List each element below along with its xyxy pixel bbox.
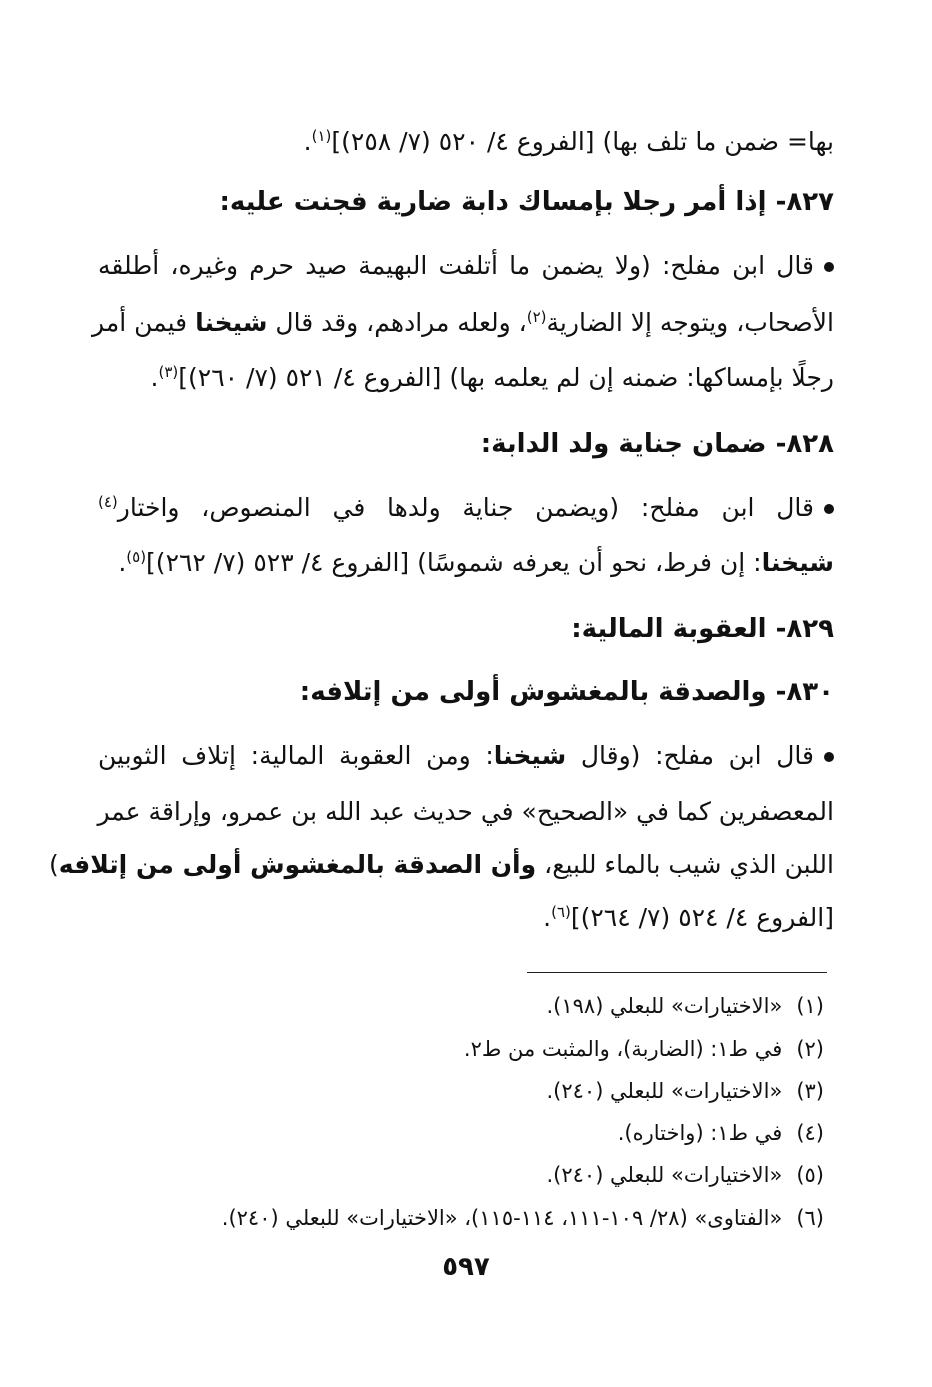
footnote-4 — [104, 1117, 824, 1149]
line-text: : ومن العقوبة المالية: إتلاف الثوبين — [98, 741, 494, 770]
bullet-icon — [824, 504, 834, 514]
paragraph-830-line-2: المعصفرين كما في «الصحيح» في حديث عبد الله بن عمرو، وإراقة عمر — [97, 797, 834, 826]
section-heading-830: ٨٣٠- والصدقة بالمغشوش أولى من إتلافه: — [299, 677, 834, 707]
footnote-number: (١) — [796, 994, 824, 1018]
line-text: الأصحاب، ويتوجه إلا الضارية — [546, 308, 834, 337]
paragraph-continuation-line — [98, 122, 834, 162]
paragraph-828-line-2 — [98, 543, 834, 583]
line-end-mark: . — [303, 127, 312, 156]
line-text: ، ولعله مرادهم، وقد قال — [267, 308, 527, 337]
paragraph-827-line-2 — [92, 303, 834, 343]
line-end-mark: . — [150, 363, 159, 392]
paragraph-830-line-4 — [98, 898, 834, 938]
footnote-text: «الفتاوى» (٢٨/ ١٠٩-١١١، ١١٤-١١٥)، «الاختيارات» للبعلي (٢٤٠). — [221, 1206, 783, 1230]
footnote-6 — [104, 1202, 824, 1234]
footnote-number: (٣) — [796, 1079, 824, 1103]
line-text: : إن فرط، نحو أن يعرفه شموسًا) [الفروع ٤/ ٥٢٣ (٧/ ٢٦٢)] — [146, 548, 762, 577]
line-text: اللبن الذي شيب بالماء للبيع، — [536, 850, 834, 879]
footnote-number: (٤) — [796, 1121, 824, 1145]
line-text: رجلًا بإمساكها: ضمنه إن لم يعلمه بها) [الفروع ٤/ ٥٢١ (٧/ ٢٦٠)] — [178, 363, 834, 392]
footnote-ref-3[interactable]: (٣) — [158, 363, 179, 381]
footnote-ref-5[interactable]: (٥) — [126, 548, 147, 566]
paragraph-827-line-1 — [98, 246, 834, 286]
page-number: ٥٩٧ — [442, 1252, 490, 1282]
emphasis-text: وأن الصدقة بالمغشوش أولى من إتلافه — [58, 850, 537, 879]
line-text: [الفروع ٤/ ٥٢٤ (٧/ ٢٦٤)] — [570, 903, 834, 932]
line-end-mark: . — [118, 548, 127, 577]
section-heading-828: ٨٢٨- ضمان جناية ولد الدابة: — [480, 429, 834, 459]
bullet-icon — [824, 752, 834, 762]
footnote-5 — [104, 1159, 824, 1191]
footnote-number: (٢) — [796, 1037, 824, 1061]
footnote-text: «الاختيارات» للبعلي (٢٤٠). — [546, 1079, 783, 1103]
line-text: فيمن أمر — [92, 308, 196, 337]
line-text: ) — [49, 850, 59, 879]
bullet-icon — [824, 262, 834, 272]
emphasis-text: شيخنا — [493, 741, 567, 770]
footnote-ref-4[interactable]: (٤) — [98, 493, 118, 511]
footnote-number: (٥) — [796, 1163, 824, 1187]
footnote-ref-6[interactable]: (٦) — [551, 903, 571, 921]
footnote-text: «الاختيارات» للبعلي (٢٤٠). — [546, 1163, 783, 1187]
footnote-separator — [527, 972, 827, 973]
section-heading-829: ٨٢٩- العقوبة المالية: — [571, 614, 834, 644]
line-text: قال ابن مفلح: (ويضمن جناية ولدها في المنصوص، واختار — [117, 493, 814, 522]
footnote-3 — [104, 1075, 824, 1107]
paragraph-828-line-1 — [98, 488, 834, 528]
footnote-text: «الاختيارات» للبعلي (١٩٨). — [546, 994, 783, 1018]
footnote-number: (٦) — [796, 1206, 824, 1230]
section-heading-827: ٨٢٧- إذا أمر رجلا بإمساك دابة ضارية فجنت عليه: — [219, 187, 834, 217]
paragraph-830-line-3 — [49, 845, 834, 885]
line-text: قال ابن مفلح: (وقال — [566, 741, 815, 770]
emphasis-text: شيخنا — [761, 548, 834, 577]
line-text: قال ابن مفلح: (ولا يضمن ما أتلفت البهيمة صيد حرم وغيره، أطلقه — [98, 251, 814, 280]
footnote-2 — [104, 1033, 824, 1065]
line-end-mark: . — [543, 903, 552, 932]
line-text: بها= ضمن ما تلف بها) [الفروع ٤/ ٥٢٠ (٧/ ٢٥٨)] — [331, 127, 834, 156]
emphasis-text: شيخنا — [195, 308, 268, 337]
footnote-1 — [104, 990, 824, 1022]
footnote-text: في ط١: (الضاربة)، والمثبت من ط٢. — [463, 1037, 783, 1061]
footnote-ref-2[interactable]: (٢) — [526, 308, 547, 326]
paragraph-827-line-3 — [98, 358, 834, 398]
footnote-ref-1[interactable]: (١) — [311, 127, 332, 145]
footnote-text: في ط١: (واختاره). — [617, 1121, 783, 1145]
paragraph-830-line-1 — [98, 736, 834, 776]
